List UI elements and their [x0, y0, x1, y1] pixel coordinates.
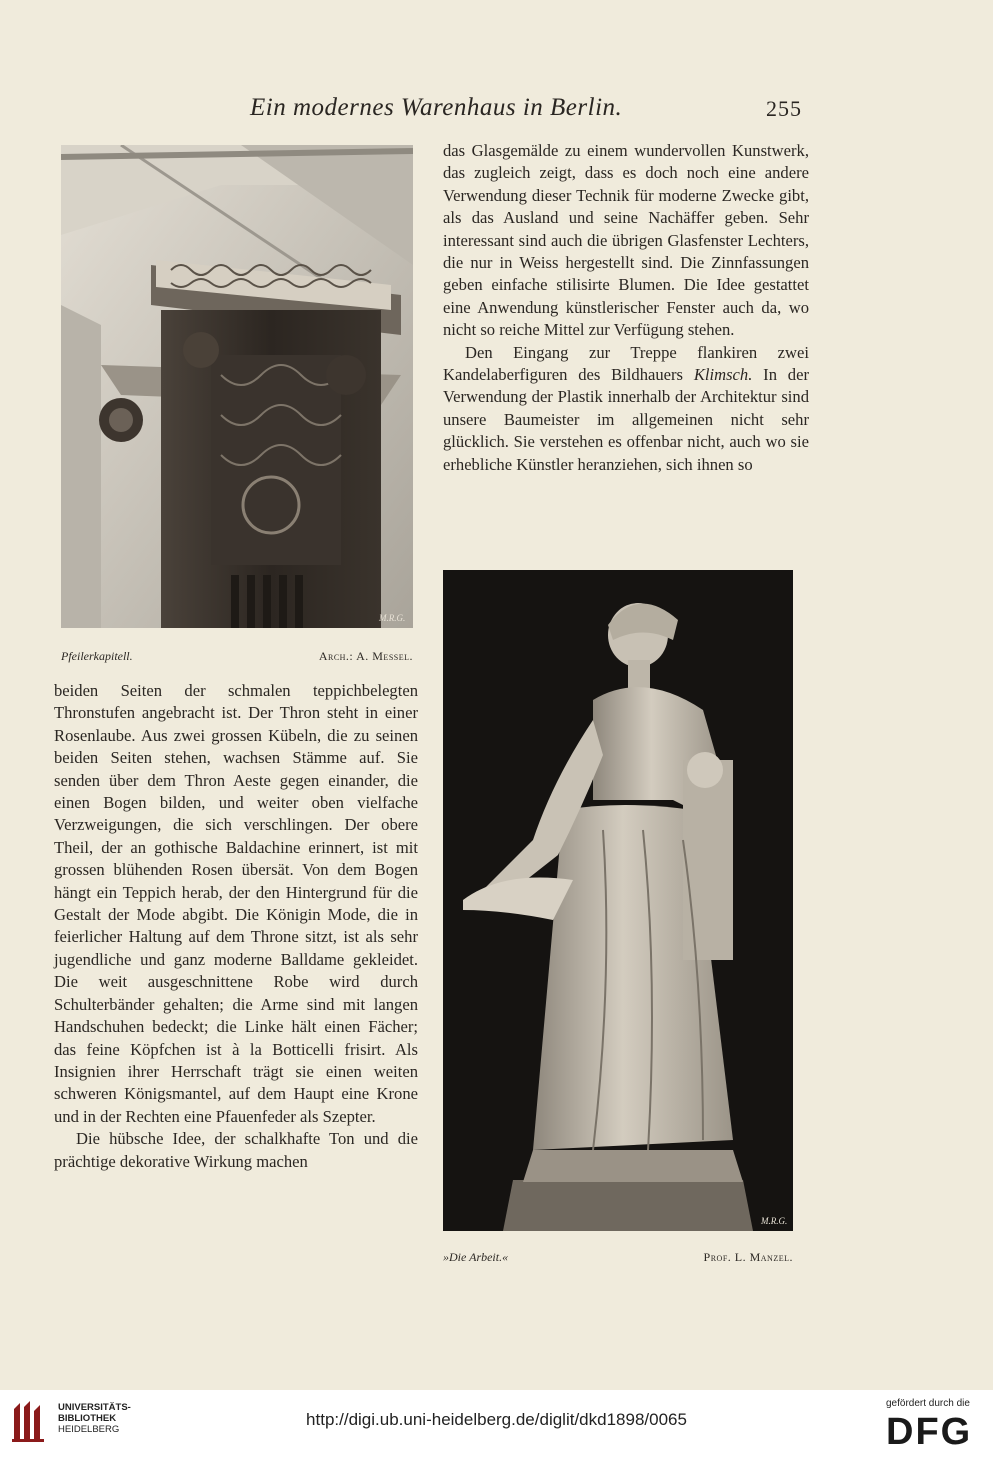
pillar-capital-photo	[61, 145, 413, 628]
funding-label: gefördert durch die	[886, 1398, 970, 1409]
photo-monogram-2: M.R.G.	[761, 1216, 788, 1226]
paragraph-throne: beiden Seiten der schmalen teppichbelegten Thronstufen angebracht ist. Der Thron steht in einer Rosenlaube. Aus zwei grossen Kübeln, die zu seinen beiden Seiten stehen, wachsen Stämme auf. Sie senden über dem Thron Aeste gegen einander, die einen Bogen bilden, und weiter oben vielfache Verzweigungen, die sich verschlingen. Der obere Theil, der an gothische Baldachine erinnert, ist mit grossen blühenden Rosen übersät. Von dem Bogen hängt ein Teppich herab, der den Hintergrund für die Gestalt der Mode abgibt. Die Königin Mode, die in feierlicher Haltung auf dem Throne sitzt, ist als sehr jugendliche und ganz moderne Balldame gekleidet. Die weit ausgeschnittene Robe wird durch Schulterbänder gehalten; die Arme sind mit langen Handschuhen bedeckt; die Linke hält einen Fächer; das feine Köpfchen ist à la Botticelli frisirt. Als Insignien ihrer Herrschaft trägt sie einen weiten schweren Königsmantel, auf dem Haupt eine Krone und in der Rechten eine Pfauenfeder als Szepter.	[54, 681, 418, 1126]
figure-2-caption	[443, 1250, 793, 1266]
sculptor-name-klimsch: Klimsch.	[693, 365, 753, 385]
dfg-logo: DFG	[886, 1411, 973, 1453]
library-line-1: UNIVERSITÄTS-	[58, 1402, 131, 1413]
running-header-title: Ein modernes Warenhaus in Berlin.	[250, 94, 623, 121]
photo-monogram-1: M.R.G.	[379, 613, 406, 623]
figure-1-caption	[61, 649, 413, 665]
paragraph-idea: Die hübsche Idee, der schalkhafte Ton und die prächtige dekorative Wirkung machen	[54, 1129, 418, 1171]
library-line-3: HEIDELBERG	[58, 1424, 120, 1435]
figure-2-credit: Prof. L. Manzel.	[703, 1250, 793, 1264]
figure-1-credit: Arch.: A. Messel.	[318, 649, 413, 663]
page-number: 255	[766, 96, 802, 121]
paragraph-entrance-a: Den Eingang zur Treppe flankiren zwei Kandelaberfiguren des Bildhauers	[443, 342, 809, 385]
library-line-2: BIBLIOTHEK	[58, 1413, 117, 1424]
statue-photo	[443, 570, 793, 1231]
right-column-text	[443, 140, 809, 476]
figure-2-title: »Die Arbeit.«	[443, 1250, 509, 1264]
left-column-text	[54, 680, 418, 1173]
figure-1-title: Pfeilerkapitell.	[61, 649, 133, 663]
paragraph-entrance	[443, 342, 809, 476]
digitization-url-link[interactable]: http://digi.ub.uni-heidelberg.de/diglit/dkd1898/0065	[306, 1410, 687, 1429]
paragraph-glass: das Glasgemälde zu einem wundervollen Kunstwerk, das zugleich zeigt, dass es doch noch eine andere Verwendung dieser Technik für moderne Zwecke gibt, als das Ausland und seine Nachäffer geben. Sehr interessant sind auch die übrigen Glasfenster Lechters, die nur in Weiss hergestellt sind. Die Zinnfassungen geben einfache stilisirte Blumen. Die Idee gestattet eine Anwendung künstlerischer Fenster auch da, wo nicht so reiche Mittel zur Verfügung stehen.	[443, 141, 809, 340]
paragraph-entrance-b: In der Verwendung der Plastik innerhalb der Architektur sind unsere Baumeister im allgemeinen nicht sehr glücklich. Sie verstehen es offenbar nicht, auch wo sie erhebliche Künstler heranziehen, sich ihnen so	[443, 365, 809, 474]
